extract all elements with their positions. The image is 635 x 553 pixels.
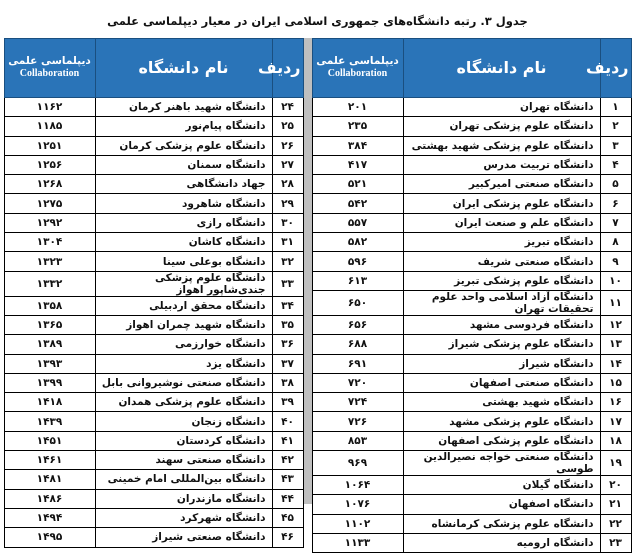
cell-science-diplomacy-score: ۱۱۶۲ [4,98,95,117]
cell-science-diplomacy-score: ۱۴۸۱ [4,470,95,489]
cell-university-name: دانشگاه صنعتی نوشیروانی بابل [95,373,272,392]
cell-university-name: دانشگاه صنعتی شریف [403,252,600,271]
cell-science-diplomacy-score: ۱۲۹۲ [4,213,95,232]
cell-science-diplomacy-score: ۴۱۷ [312,155,403,174]
cell-rank: ۴۵ [272,508,303,527]
header-collaboration-en: Collaboration [19,68,80,80]
cell-university-name: دانشگاه علوم پزشکی کرمانشاه [403,514,600,533]
table-body-right [312,98,631,553]
table-row [4,271,303,296]
header-collaboration-en: Collaboration [327,68,388,80]
cell-university-name: دانشگاه صنعتی امیرکبیر [403,175,600,194]
cell-science-diplomacy-score: ۵۸۲ [312,233,403,252]
cell-rank: ۳۰ [272,213,303,232]
cell-university-name: دانشگاه خوارزمی [95,335,272,354]
cell-science-diplomacy-score: ۱۱۰۲ [312,514,403,533]
cell-science-diplomacy-score: ۱۳۵۸ [4,296,95,315]
table-row [312,155,631,174]
cell-science-diplomacy-score: ۱۰۷۶ [312,495,403,514]
cell-rank: ۸ [600,233,631,252]
cell-science-diplomacy-score: ۱۴۹۴ [4,508,95,527]
cell-science-diplomacy-score: ۱۲۶۸ [4,175,95,194]
table-row [4,470,303,489]
table-row [312,136,631,155]
cell-university-name: دانشگاه شهید باهنر کرمان [95,98,272,117]
university-rank-table-right [312,38,632,553]
cell-science-diplomacy-score: ۱۲۵۱ [4,136,95,155]
table-row [312,533,631,552]
cell-university-name: دانشگاه شهرکرد [95,508,272,527]
cell-science-diplomacy-score: ۵۲۱ [312,175,403,194]
table-row [4,194,303,213]
cell-university-name: دانشگاه مازندران [95,489,272,508]
cell-rank: ۱۰ [600,271,631,290]
table-row [4,252,303,271]
table-row [312,233,631,252]
cell-rank: ۱۶ [600,393,631,412]
cell-science-diplomacy-score: ۱۳۶۵ [4,315,95,334]
cell-university-name: جهاد دانشگاهی [95,175,272,194]
cell-rank: ۱۱ [600,290,631,315]
header-rank: ردیف [600,39,631,98]
cell-university-name: دانشگاه تبریز [403,233,600,252]
cell-rank: ۳۹ [272,393,303,412]
table-row [4,233,303,252]
cell-science-diplomacy-score: ۱۰۶۴ [312,476,403,495]
cell-rank: ۲ [600,117,631,136]
cell-university-name: دانشگاه علوم پزشکی تهران [403,117,600,136]
cell-university-name: دانشگاه علوم پزشکی تبریز [403,271,600,290]
cell-university-name: دانشگاه آزاد اسلامی واحد علوم تحقیقات تهران [403,290,600,315]
header-university-name: نام دانشگاه [403,39,600,98]
cell-rank: ۲۳ [600,533,631,552]
cell-science-diplomacy-score: ۱۴۱۸ [4,393,95,412]
cell-university-name: دانشگاه علوم پزشکی شیراز [403,335,600,354]
cell-science-diplomacy-score: ۵۴۲ [312,194,403,213]
table-row [312,451,631,476]
cell-science-diplomacy-score: ۱۳۲۳ [4,252,95,271]
cell-university-name: دانشگاه محقق اردبیلی [95,296,272,315]
table-row [4,117,303,136]
table-row [4,213,303,232]
cell-science-diplomacy-score: ۸۵۳ [312,431,403,450]
table-row [312,412,631,431]
cell-science-diplomacy-score: ۱۴۶۱ [4,451,95,470]
cell-university-name: دانشگاه علوم پزشکی همدان [95,393,272,412]
cell-university-name: دانشگاه بوعلی سینا [95,252,272,271]
cell-rank: ۳۲ [272,252,303,271]
cell-university-name: دانشگاه علوم پزشکی اصفهان [403,431,600,450]
divider-bar [304,38,312,504]
cell-university-name: دانشگاه علوم پزشکی ایران [403,194,600,213]
cell-science-diplomacy-score: ۱۳۰۴ [4,233,95,252]
cell-rank: ۱ [600,98,631,117]
table-row [312,315,631,334]
table-row [4,528,303,547]
cell-science-diplomacy-score: ۷۲۰ [312,373,403,392]
cell-rank: ۲۰ [600,476,631,495]
cell-rank: ۴۰ [272,412,303,431]
cell-university-name: دانشگاه بین‌المللی امام خمینی [95,470,272,489]
cell-rank: ۳۱ [272,233,303,252]
cell-university-name: دانشگاه صنعتی سهند [95,451,272,470]
cell-rank: ۲۹ [272,194,303,213]
cell-university-name: دانشگاه رازی [95,213,272,232]
cell-university-name: دانشگاه اصفهان [403,495,600,514]
cell-university-name: دانشگاه فردوسی مشهد [403,315,600,334]
cell-rank: ۳۶ [272,335,303,354]
header-row [4,39,303,98]
cell-rank: ۴ [600,155,631,174]
header-university-name: نام دانشگاه [95,39,272,98]
cell-science-diplomacy-score: ۲۳۵ [312,117,403,136]
table-row [312,514,631,533]
table-row [312,175,631,194]
table-row [312,194,631,213]
cell-university-name: دانشگاه شیراز [403,354,600,373]
cell-science-diplomacy-score: ۱۴۸۶ [4,489,95,508]
table-caption: جدول ۳. رتبه دانشگاه‌های جمهوری اسلامی ایران در معیار دیپلماسی علمی [107,14,528,28]
tables-container [8,38,629,553]
table-row [312,354,631,373]
table-row [312,252,631,271]
cell-university-name: دانشگاه زنجان [95,412,272,431]
table-row [4,155,303,174]
cell-rank: ۱۸ [600,431,631,450]
cell-university-name: دانشگاه علوم پزشکی جندی‌شاپور اهواز [95,271,272,296]
cell-university-name: دانشگاه شهید چمران اهواز [95,315,272,334]
table-row [312,495,631,514]
table-row [4,136,303,155]
table-row [4,412,303,431]
table-row [312,431,631,450]
table-row [312,213,631,232]
cell-science-diplomacy-score: ۱۳۳۲ [4,271,95,296]
cell-science-diplomacy-score: ۱۳۸۹ [4,335,95,354]
cell-science-diplomacy-score: ۶۹۱ [312,354,403,373]
header-science-diplomacy [312,39,403,98]
cell-rank: ۲۵ [272,117,303,136]
cell-science-diplomacy-score: ۶۵۰ [312,290,403,315]
cell-rank: ۴۱ [272,431,303,450]
table-row [4,431,303,450]
cell-university-name: دانشگاه علوم پزشکی شهید بهشتی [403,136,600,155]
table-row [4,335,303,354]
cell-rank: ۳۸ [272,373,303,392]
cell-rank: ۳۳ [272,271,303,296]
cell-science-diplomacy-score: ۱۱۸۵ [4,117,95,136]
cell-university-name: دانشگاه سمنان [95,155,272,174]
cell-science-diplomacy-score: ۷۲۴ [312,393,403,412]
table-body-left [4,98,303,548]
cell-science-diplomacy-score: ۹۶۹ [312,451,403,476]
cell-rank: ۲۴ [272,98,303,117]
table-row [4,315,303,334]
table-row [312,271,631,290]
cell-university-name: دانشگاه علوم پزشکی کرمان [95,136,272,155]
table-divider [304,38,312,504]
cell-rank: ۲۶ [272,136,303,155]
cell-rank: ۲۱ [600,495,631,514]
cell-rank: ۳۷ [272,354,303,373]
cell-rank: ۶ [600,194,631,213]
table-header-left [4,39,303,98]
header-science-diplomacy-fa: دیپلماسی علمی [316,55,399,68]
table-row [312,290,631,315]
cell-rank: ۴۲ [272,451,303,470]
cell-university-name: دانشگاه تهران [403,98,600,117]
cell-university-name: دانشگاه صنعتی اصفهان [403,373,600,392]
table-row [312,393,631,412]
table-row [4,489,303,508]
table-header-right [312,39,631,98]
cell-rank: ۴۶ [272,528,303,547]
cell-rank: ۴۳ [272,470,303,489]
header-rank: ردیف [272,39,303,98]
cell-rank: ۳۴ [272,296,303,315]
table-row [4,508,303,527]
table-row [4,98,303,117]
cell-science-diplomacy-score: ۳۸۴ [312,136,403,155]
cell-rank: ۹ [600,252,631,271]
table-row [4,393,303,412]
table-row [4,175,303,194]
cell-science-diplomacy-score: ۱۲۷۵ [4,194,95,213]
cell-university-name: دانشگاه پیام‌نور [95,117,272,136]
cell-science-diplomacy-score: ۶۱۳ [312,271,403,290]
table-row [312,98,631,117]
cell-university-name: دانشگاه یزد [95,354,272,373]
cell-university-name: دانشگاه صنعتی خواجه نصیرالدین طوسی [403,451,600,476]
cell-rank: ۲۷ [272,155,303,174]
cell-rank: ۴۴ [272,489,303,508]
cell-science-diplomacy-score: ۶۸۸ [312,335,403,354]
table-row [4,354,303,373]
university-rank-table-left [4,38,304,548]
header-science-diplomacy [4,39,95,98]
cell-science-diplomacy-score: ۱۱۳۳ [312,533,403,552]
header-row [312,39,631,98]
cell-rank: ۱۷ [600,412,631,431]
cell-science-diplomacy-score: ۱۴۹۵ [4,528,95,547]
cell-science-diplomacy-score: ۱۳۹۹ [4,373,95,392]
cell-rank: ۷ [600,213,631,232]
cell-rank: ۵ [600,175,631,194]
cell-science-diplomacy-score: ۱۴۵۱ [4,431,95,450]
cell-university-name: دانشگاه کردستان [95,431,272,450]
cell-university-name: دانشگاه صنعتی شیراز [95,528,272,547]
cell-science-diplomacy-score: ۶۵۶ [312,315,403,334]
table-row [312,335,631,354]
cell-university-name: دانشگاه علوم پزشکی مشهد [403,412,600,431]
cell-science-diplomacy-score: ۱۳۹۳ [4,354,95,373]
cell-science-diplomacy-score: ۵۹۶ [312,252,403,271]
table-row [312,373,631,392]
cell-university-name: دانشگاه گیلان [403,476,600,495]
cell-rank: ۱۵ [600,373,631,392]
table-row [312,117,631,136]
cell-rank: ۳ [600,136,631,155]
cell-science-diplomacy-score: ۷۲۶ [312,412,403,431]
cell-rank: ۲۸ [272,175,303,194]
cell-science-diplomacy-score: ۲۰۱ [312,98,403,117]
cell-rank: ۳۵ [272,315,303,334]
cell-university-name: دانشگاه علم و صنعت ایران [403,213,600,232]
table-row [312,476,631,495]
cell-rank: ۱۲ [600,315,631,334]
table-row [4,296,303,315]
cell-university-name: دانشگاه تربیت مدرس [403,155,600,174]
cell-rank: ۲۲ [600,514,631,533]
cell-rank: ۱۴ [600,354,631,373]
cell-university-name: دانشگاه شاهرود [95,194,272,213]
cell-rank: ۱۹ [600,451,631,476]
cell-university-name: دانشگاه شهید بهشتی [403,393,600,412]
table-row [4,451,303,470]
table-row [4,373,303,392]
cell-science-diplomacy-score: ۱۴۳۹ [4,412,95,431]
cell-science-diplomacy-score: ۵۵۷ [312,213,403,232]
cell-science-diplomacy-score: ۱۲۵۶ [4,155,95,174]
cell-university-name: دانشگاه کاشان [95,233,272,252]
cell-university-name: دانشگاه ارومیه [403,533,600,552]
header-science-diplomacy-fa: دیپلماسی علمی [8,55,91,68]
cell-rank: ۱۳ [600,335,631,354]
